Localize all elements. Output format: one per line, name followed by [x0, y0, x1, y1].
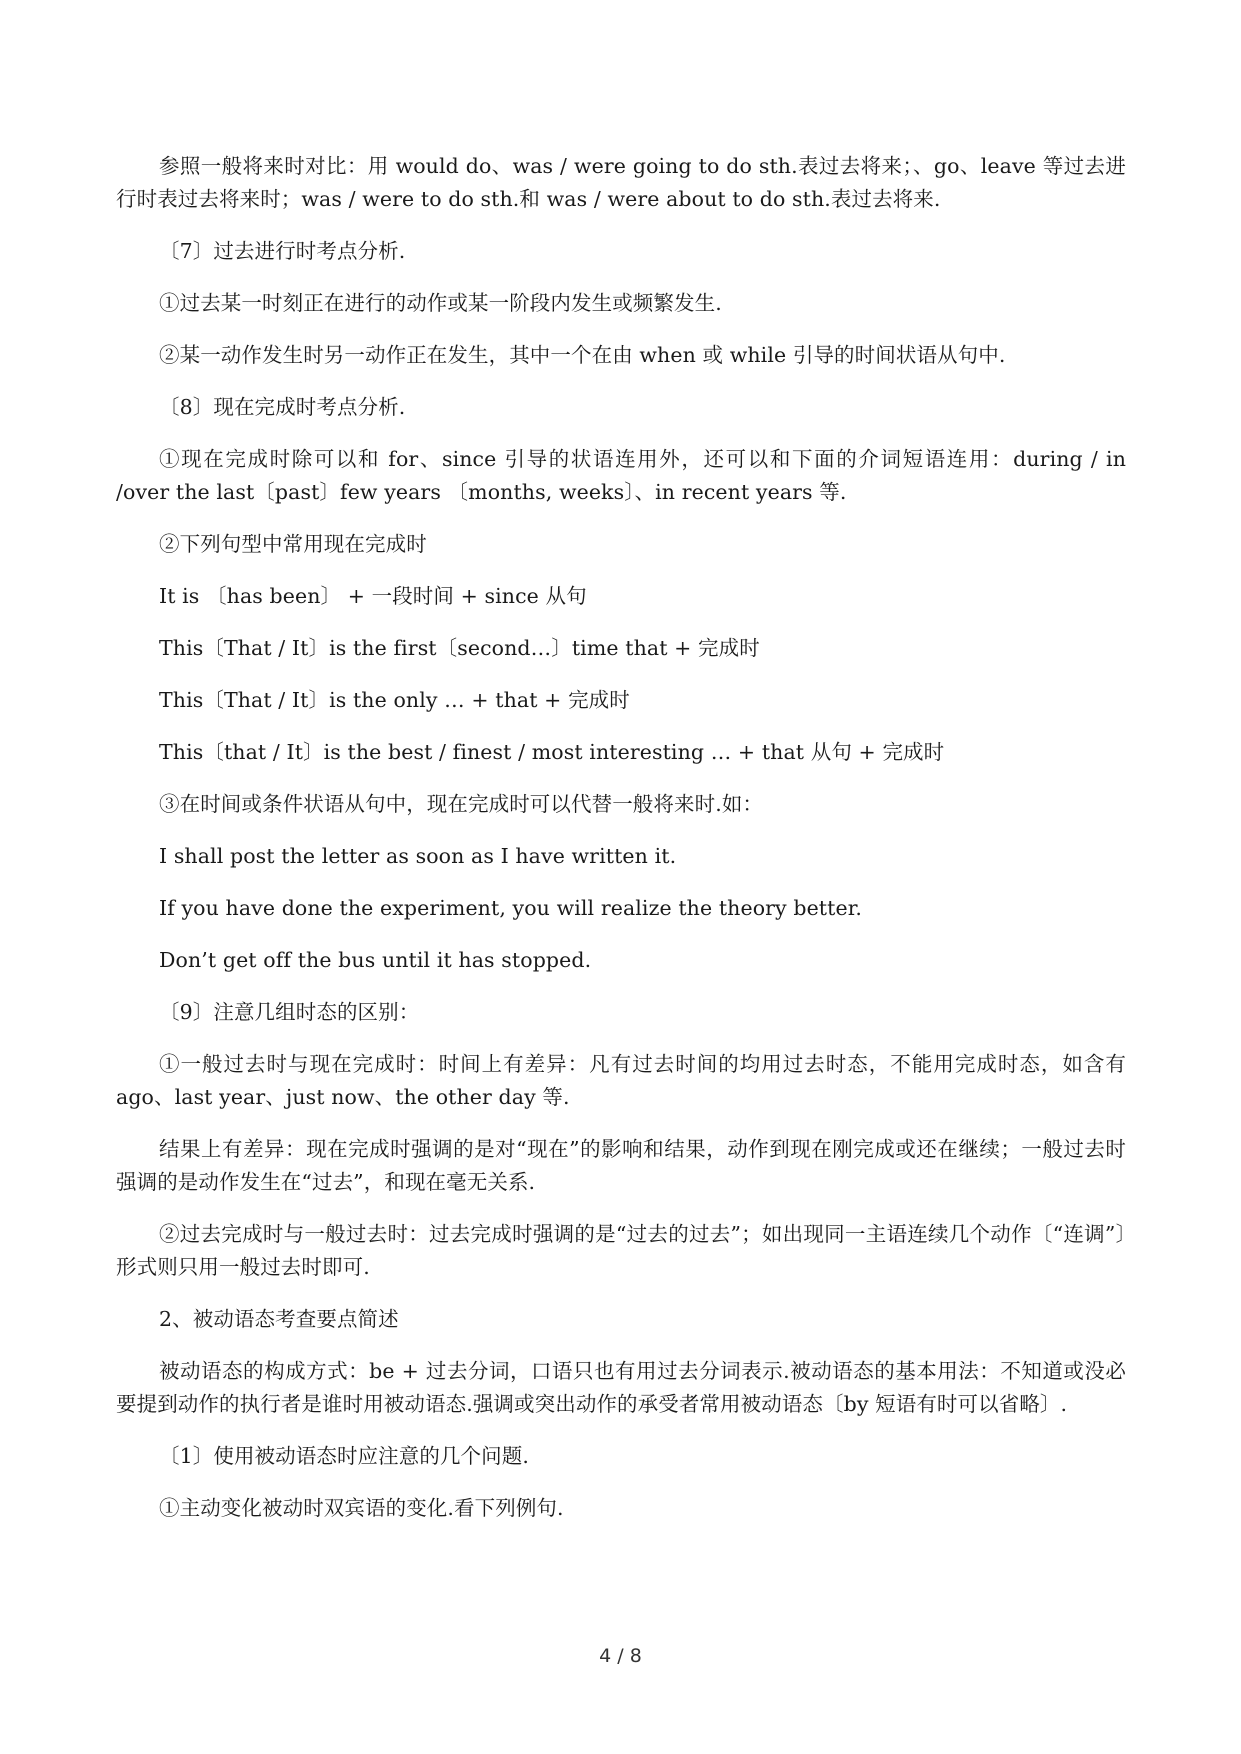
- pattern-it-is-since: It is 〔has been〕 + 一段时间 + since 从句: [159, 584, 587, 608]
- pattern-best: This〔that / It〕is the best / finest / most interesting … + that 从句 + 完成时: [159, 740, 945, 764]
- paragraph-present-perfect-1: ①现在完成时除可以和 for、since 引导的状语连用外，还可以和下面的介词短语连用：during / in /over the last〔past〕few years 〔months, weeks〕、in recent years 等.: [116, 447, 1126, 504]
- example-sentence-1: I shall post the letter as soon as I have written it.: [159, 844, 677, 868]
- heading-present-perfect: 〔8〕现在完成时考点分析.: [159, 395, 406, 419]
- heading-tense-differences: 〔9〕注意几组时态的区别：: [159, 1000, 420, 1024]
- paragraph-past-continuous-1: ①过去某一时刻正在进行的动作或某一阶段内发生或频繁发生.: [159, 291, 722, 315]
- heading-passive-voice: 2、被动语态考查要点简述: [159, 1307, 399, 1331]
- paragraph-present-perfect-3: ③在时间或条件状语从句中，现在完成时可以代替一般将来时.如：: [159, 792, 764, 816]
- page-number: 4 / 8: [599, 1645, 642, 1667]
- paragraph-tense-difference-2: ②过去完成时与一般过去时：过去完成时强调的是“过去的过去”；如出现同一主语连续几个动作〔“连调”〕形式则只用一般过去时即可.: [116, 1222, 1126, 1279]
- paragraph-future-in-past: 参照一般将来时对比：用 would do、was / were going to do sth.表过去将来；、go、leave 等过去进行时表过去将来时；was / were to do sth.和 was / were about to do sth.表过去将来.: [116, 154, 1126, 211]
- pattern-only: This〔That / It〕is the only … + that + 完成时: [159, 688, 630, 712]
- heading-passive-issues: 〔1〕使用被动语态时应注意的几个问题.: [159, 1444, 529, 1468]
- pattern-first-time: This〔That / It〕is the first〔second…〕time that + 完成时: [159, 636, 760, 660]
- paragraph-tense-difference-1: ①一般过去时与现在完成时：时间上有差异：凡有过去时间的均用过去时态，不能用完成时态，如含有 ago、last year、just now、the other day 等.: [116, 1052, 1126, 1109]
- example-sentence-2: If you have done the experiment, you will realize the theory better.: [159, 896, 862, 920]
- paragraph-passive-issue-1: ①主动变化被动时双宾语的变化.看下列例句.: [159, 1496, 564, 1520]
- example-sentence-3: Don’t get off the bus until it has stopped.: [159, 948, 592, 972]
- paragraph-past-continuous-2: ②某一动作发生时另一动作正在发生，其中一个在由 when 或 while 引导的时间状语从句中.: [159, 343, 1006, 367]
- heading-past-continuous: 〔7〕过去进行时考点分析.: [159, 239, 406, 263]
- paragraph-tense-difference-result: 结果上有差异：现在完成时强调的是对“现在”的影响和结果，动作到现在刚完成或还在继续；一般过去时强调的是动作发生在“过去”，和现在毫无关系.: [116, 1137, 1126, 1194]
- paragraph-passive-voice: 被动语态的构成方式：be + 过去分词，口语只也有用过去分词表示.被动语态的基本用法：不知道或没必要提到动作的执行者是谁时用被动语态.强调或突出动作的承受者常用被动语态〔by 短语有时可以省略〕.: [116, 1359, 1126, 1416]
- paragraph-present-perfect-2: ②下列句型中常用现在完成时: [159, 532, 427, 556]
- document-body: [116, 150, 1126, 1544]
